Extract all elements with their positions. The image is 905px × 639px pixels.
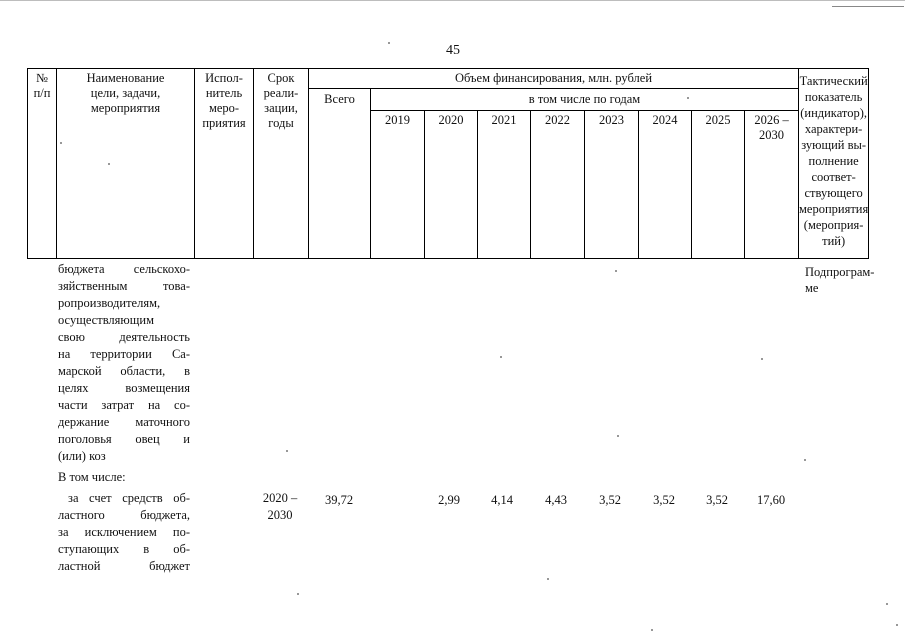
continuation-indicator: Подпрограм- ме xyxy=(805,265,875,295)
row-name: за счет средств об- ластного бюджета, за исключением по- ступающих в об- ластной бюджет xyxy=(58,491,190,573)
page-number: 45 xyxy=(446,43,460,58)
row-value-2022: 4,43 xyxy=(545,493,567,507)
financing-table-header xyxy=(27,68,869,259)
header-num: № п/п xyxy=(28,69,57,259)
header-year-2022: 2022 xyxy=(531,111,585,259)
scan-speck xyxy=(286,450,288,452)
continuation-name: бюджета сельскохо- зяйственным това- ропроизводителям, осуществляющим свою деятельность на территории Са- марской области, в целях возмещения части затрат на со- держание маточного поголовья овец и (или) коз xyxy=(58,262,190,463)
scan-speck xyxy=(804,459,806,461)
header-financing: Объем финансирования, млн. рублей xyxy=(309,69,799,89)
row-period: 2020 – 2030 xyxy=(262,491,298,522)
scan-speck xyxy=(651,629,653,631)
scan-speck xyxy=(687,97,689,99)
header-year-2019: 2019 xyxy=(371,111,425,259)
scan-speck xyxy=(108,163,110,165)
header-total: Всего xyxy=(309,89,371,259)
header-period: Срок реали- зации, годы xyxy=(254,69,309,259)
subtitle-including: В том числе: xyxy=(58,470,126,484)
row-value-2025: 3,52 xyxy=(706,493,728,507)
scan-speck xyxy=(615,270,617,272)
header-by-years: в том числе по годам xyxy=(371,89,799,111)
row-value-2020: 2,99 xyxy=(438,493,460,507)
scan-speck xyxy=(886,603,888,605)
header-year-2020: 2020 xyxy=(425,111,478,259)
row-value-2026-2030: 17,60 xyxy=(756,493,786,507)
row-value-2023: 3,52 xyxy=(599,493,621,507)
scan-speck xyxy=(761,358,763,360)
header-year-2023: 2023 xyxy=(585,111,639,259)
header-year-2021: 2021 xyxy=(478,111,531,259)
header-executor: Испол- нитель меро- приятия xyxy=(195,69,254,259)
row-value-2024: 3,52 xyxy=(653,493,675,507)
row-value-2021: 4,14 xyxy=(491,493,513,507)
scan-speck xyxy=(500,356,502,358)
header-year-2024: 2024 xyxy=(639,111,692,259)
top-border-line xyxy=(0,0,905,1)
corner-line xyxy=(832,6,904,7)
scan-speck xyxy=(547,578,549,580)
header-year-2026-2030: 2026 – 2030 xyxy=(745,111,799,259)
scan-speck xyxy=(60,142,62,144)
scan-speck xyxy=(388,42,390,44)
scan-speck xyxy=(896,624,898,626)
header-year-2025: 2025 xyxy=(692,111,745,259)
row-total: 39,72 xyxy=(324,493,354,507)
header-indicator: Тактический показатель (индикатор), характери- зующий вы- полнение соответ- ствующего мероприятия (мероприя- тий) xyxy=(799,69,869,259)
scan-speck xyxy=(617,435,619,437)
header-name: Наименование цели, задачи, мероприятия xyxy=(57,69,195,259)
scan-speck xyxy=(297,593,299,595)
